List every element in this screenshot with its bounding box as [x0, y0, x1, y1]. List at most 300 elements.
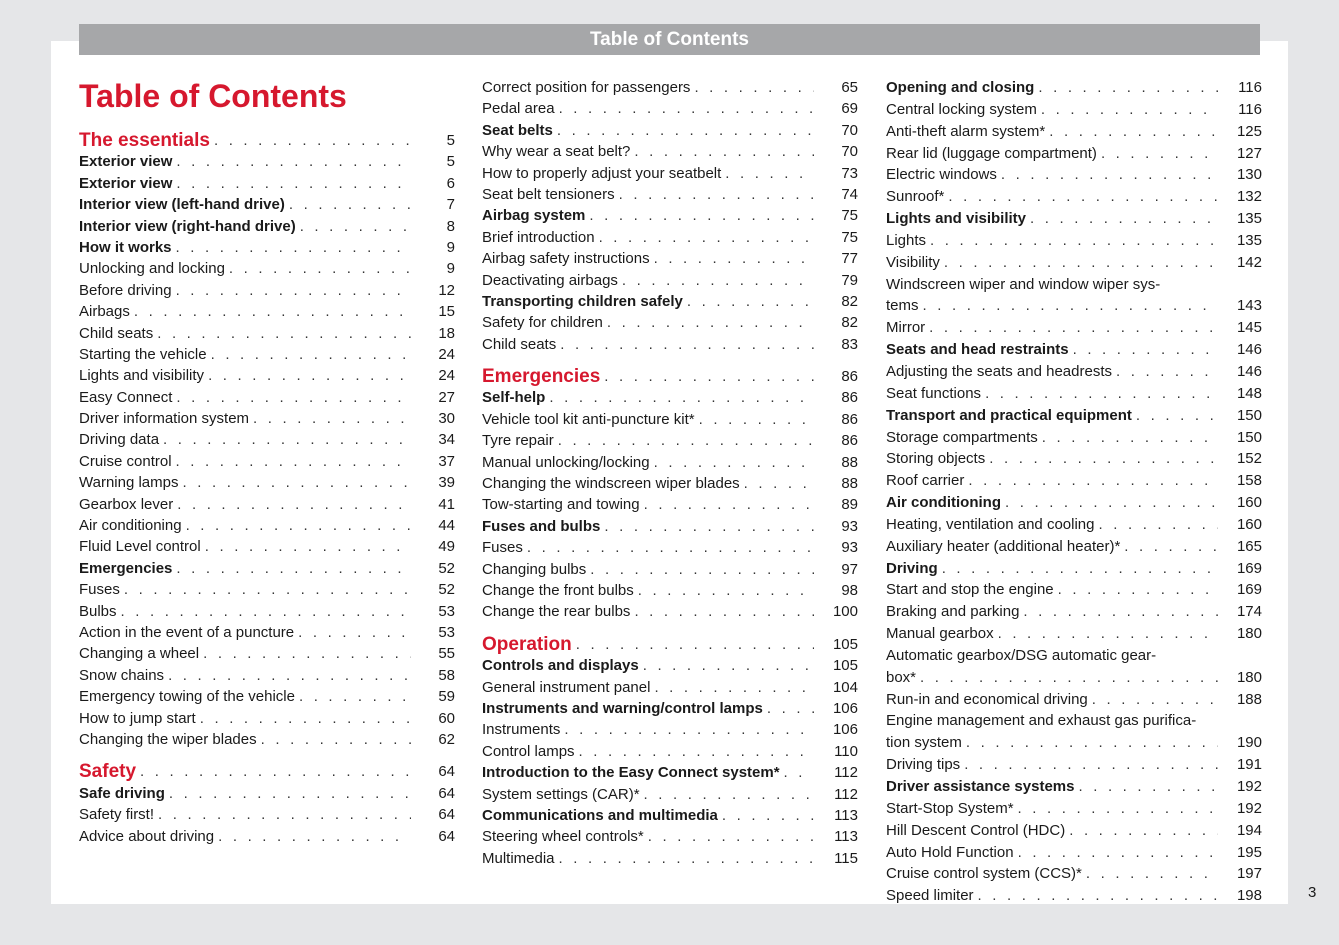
toc-page-number: 27: [438, 388, 455, 406]
toc-entry[interactable]: [482, 516, 858, 537]
toc-page-number: 116: [1238, 79, 1262, 96]
dot-leader: [289, 194, 411, 215]
toc-page-number: 82: [841, 292, 858, 310]
toc-page-number: 86: [841, 410, 858, 428]
toc-page-number: 146: [1236, 341, 1262, 359]
dot-leader: [300, 216, 411, 237]
toc-entry[interactable]: [886, 427, 1262, 449]
dot-leader: [948, 186, 1218, 208]
dot-leader: [261, 729, 411, 750]
dot-leader: [564, 719, 814, 740]
toc-entry-title: Changing a wheel: [79, 645, 200, 663]
dot-leader: [1116, 361, 1218, 383]
toc-entry-title: Exterior view: [79, 153, 173, 171]
toc-page-number: 145: [1236, 319, 1262, 337]
toc-section-heading[interactable]: [482, 634, 858, 655]
toc-entry[interactable]: [886, 448, 1262, 470]
toc-entry-title: Driver information system: [79, 410, 250, 428]
toc-entry[interactable]: [79, 323, 455, 344]
dot-leader: [784, 762, 814, 783]
toc-entry-title: Braking and parking: [886, 603, 1020, 621]
toc-section-heading[interactable]: [79, 130, 455, 151]
toc-entry[interactable]: [79, 237, 455, 258]
toc-entry[interactable]: [886, 820, 1262, 842]
toc-page-number: 64: [438, 763, 455, 781]
dot-leader: [1023, 601, 1218, 623]
toc-entry-title: Fuses: [79, 581, 120, 599]
toc-entry-title: Airbag system: [482, 207, 586, 225]
toc-entry[interactable]: [79, 387, 455, 408]
toc-page-number: 5: [446, 153, 455, 171]
toc-entry[interactable]: [79, 515, 455, 536]
toc-page-number: 62: [438, 730, 455, 748]
toc-entry[interactable]: [886, 667, 1262, 689]
toc-entry-title: Transport and practical equipment: [886, 406, 1132, 424]
toc-entry-title: Seat belts: [482, 121, 553, 139]
dot-leader: [140, 761, 411, 782]
dot-leader: [176, 451, 411, 472]
dot-leader: [725, 163, 814, 184]
toc-entry-title: Instruments: [482, 721, 561, 739]
dot-leader: [985, 383, 1218, 405]
toc-entry-title: Changing the windscreen wiper blades: [482, 475, 740, 493]
toc-page-number: 197: [1236, 865, 1262, 883]
toc-entry-title: Seat functions: [886, 384, 982, 402]
toc-entry-title: Lights and visibility: [79, 367, 205, 385]
dot-leader: [654, 452, 814, 473]
toc-entry[interactable]: [79, 579, 455, 600]
toc-entry-title: Auto Hold Function: [886, 843, 1014, 861]
toc-entry[interactable]: [79, 429, 455, 450]
dot-leader: [527, 537, 814, 558]
toc-entry[interactable]: [886, 252, 1262, 274]
toc-entry[interactable]: [482, 409, 858, 430]
dot-leader: [182, 472, 411, 493]
toc-entry[interactable]: [886, 732, 1262, 754]
toc-page-number: 9: [446, 260, 455, 278]
toc-entry[interactable]: [482, 473, 858, 494]
toc-entry-title: Seat belt tensioners: [482, 185, 615, 203]
toc-entry[interactable]: [886, 514, 1262, 536]
toc-entry[interactable]: [886, 579, 1262, 601]
toc-entry-title: Deactivating airbags: [482, 271, 618, 289]
toc-page-number: 130: [1236, 166, 1262, 184]
toc-entry[interactable]: [886, 405, 1262, 427]
toc-entry-title: Interior view (left-hand drive): [79, 196, 285, 214]
toc-entry-title: Central locking system: [886, 100, 1037, 118]
toc-entry[interactable]: [482, 98, 858, 119]
toc-page-number: 9: [446, 238, 455, 256]
toc-entry-title: Changing bulbs: [482, 560, 587, 578]
dot-leader: [1038, 77, 1218, 99]
toc-page-number: 53: [438, 623, 455, 641]
toc-column-3: [886, 77, 1262, 907]
toc-entry[interactable]: [79, 804, 455, 825]
toc-page-number: 105: [832, 657, 858, 675]
dot-leader: [968, 470, 1218, 492]
dot-leader: [163, 429, 411, 450]
dot-leader: [158, 804, 411, 825]
toc-entry-title: Self-help: [482, 389, 546, 407]
toc-page-number: 24: [438, 345, 455, 363]
toc-entry[interactable]: [886, 536, 1262, 558]
toc-page-number: 86: [841, 432, 858, 450]
toc-entry[interactable]: [482, 452, 858, 473]
toc-entry[interactable]: [79, 451, 455, 472]
dot-leader: [559, 98, 814, 119]
toc-page-number: 150: [1236, 428, 1262, 446]
toc-entry[interactable]: [79, 194, 455, 215]
toc-page-number: 52: [438, 559, 455, 577]
toc-page-number: 188: [1236, 690, 1262, 708]
toc-entry[interactable]: [79, 643, 455, 664]
toc-section-heading[interactable]: [482, 366, 858, 387]
toc-entry[interactable]: [886, 754, 1262, 776]
toc-entry-text-line: Engine management and exhaust gas purifica-: [886, 712, 1197, 730]
toc-page-number: 37: [438, 452, 455, 470]
toc-entry[interactable]: [482, 677, 858, 698]
toc-entry[interactable]: [79, 708, 455, 729]
dot-leader: [1124, 536, 1218, 558]
toc-entry[interactable]: [886, 186, 1262, 208]
toc-entry[interactable]: [482, 77, 858, 98]
toc-entry[interactable]: [482, 655, 858, 676]
toc-page-number: 100: [832, 603, 858, 621]
dot-leader: [644, 494, 814, 515]
dot-leader: [604, 366, 814, 387]
toc-entry[interactable]: [482, 227, 858, 248]
toc-page-number: 165: [1236, 537, 1262, 555]
toc-entry[interactable]: [79, 686, 455, 707]
toc-entry-title: Run-in and economical driving: [886, 690, 1088, 708]
toc-page-number: 88: [841, 475, 858, 493]
toc-entry[interactable]: [482, 559, 858, 580]
toc-entry[interactable]: [886, 492, 1262, 514]
toc-entry[interactable]: [482, 698, 858, 719]
dot-leader: [1069, 820, 1218, 842]
toc-entry[interactable]: [79, 783, 455, 804]
toc-page-number: 127: [1236, 144, 1262, 162]
toc-page-number: 64: [438, 806, 455, 824]
toc-entry-title: Manual unlocking/locking: [482, 453, 650, 471]
toc-entry[interactable]: [482, 741, 858, 762]
toc-entry[interactable]: [886, 798, 1262, 820]
toc-entry[interactable]: [886, 885, 1262, 907]
toc-entry-title: How to jump start: [79, 709, 196, 727]
toc-entry[interactable]: [79, 601, 455, 622]
toc-entry[interactable]: [886, 208, 1262, 230]
dot-leader: [648, 826, 814, 847]
dot-leader: [229, 258, 411, 279]
dot-leader: [930, 230, 1218, 252]
toc-entry-title: Starting the vehicle: [79, 345, 207, 363]
toc-entry-title: Correct position for passengers: [482, 79, 691, 96]
toc-page-number: 53: [438, 602, 455, 620]
dot-leader: [744, 473, 814, 494]
toc-page-number: 113: [834, 828, 858, 846]
dot-leader: [1042, 427, 1218, 449]
toc-page-number: 6: [446, 174, 455, 192]
dot-leader: [1005, 492, 1218, 514]
toc-entry[interactable]: [79, 665, 455, 686]
toc-entry-title: How it works: [79, 238, 172, 256]
toc-entry[interactable]: [482, 826, 858, 847]
toc-page-number: 112: [834, 785, 858, 803]
toc-entry[interactable]: [886, 99, 1262, 121]
toc-entry[interactable]: [886, 317, 1262, 339]
toc-entry-title: Exterior view: [79, 174, 173, 192]
toc-entry[interactable]: [482, 601, 858, 622]
dot-leader: [560, 334, 814, 355]
toc-entry-title: Fuses and bulbs: [482, 517, 601, 535]
dot-leader: [654, 677, 814, 698]
dot-leader: [1073, 339, 1218, 361]
toc-entry[interactable]: [886, 623, 1262, 645]
toc-page-number: 104: [832, 678, 858, 696]
toc-entry[interactable]: [886, 689, 1262, 711]
toc-page-number: 106: [832, 699, 858, 717]
toc-page-number: 82: [841, 314, 858, 332]
toc-page-number: 190: [1236, 734, 1262, 752]
toc-entry[interactable]: [482, 334, 858, 355]
toc-page-number: 192: [1236, 799, 1262, 817]
toc-entry-title: Driving data: [79, 431, 160, 449]
toc-entry-title: Anti-theft alarm system*: [886, 122, 1046, 140]
toc-entry-title: Operation: [482, 633, 572, 655]
toc-entry-title: Change the front bulbs: [482, 581, 634, 599]
toc-page-number: 152: [1236, 450, 1262, 468]
dot-leader: [1092, 689, 1218, 711]
toc-entry[interactable]: [79, 826, 455, 847]
toc-entry[interactable]: [79, 301, 455, 322]
dot-leader: [1018, 798, 1218, 820]
toc-page-number: 44: [438, 517, 455, 535]
dot-leader: [203, 643, 411, 664]
toc-entry-title: Fluid Level control: [79, 538, 201, 556]
toc-entry-title: Tyre repair: [482, 432, 554, 450]
dot-leader: [253, 408, 411, 429]
toc-page-number: 148: [1236, 384, 1262, 402]
toc-entry-text-line: Windscreen wiper and window wiper sys-: [886, 275, 1161, 293]
toc-page-number: 8: [446, 217, 455, 235]
dot-leader: [966, 732, 1218, 754]
dot-leader: [176, 280, 411, 301]
toc-entry[interactable]: [482, 848, 858, 869]
toc-entry[interactable]: [482, 784, 858, 805]
dot-leader: [920, 667, 1218, 689]
toc-page-number: 143: [1236, 297, 1262, 315]
dot-leader: [694, 77, 814, 98]
toc-entry[interactable]: [482, 580, 858, 601]
toc-page-number: 115: [834, 849, 858, 867]
toc-entry[interactable]: [886, 863, 1262, 885]
toc-entry[interactable]: [482, 312, 858, 333]
toc-entry-title: Multimedia: [482, 849, 555, 867]
toc-page-number: 30: [438, 410, 455, 428]
dot-leader: [942, 558, 1218, 580]
toc-entry[interactable]: [482, 805, 858, 826]
toc-entry-title: Interior view (right-hand drive): [79, 217, 296, 235]
toc-entry-title: Lights: [886, 231, 927, 249]
page-title: Table of Contents: [79, 78, 347, 114]
toc-entry[interactable]: [886, 383, 1262, 405]
toc-entry-title: Brief introduction: [482, 228, 595, 246]
toc-page-number: 59: [438, 688, 455, 706]
dot-leader: [599, 227, 814, 248]
dot-leader: [1078, 776, 1218, 798]
toc-entry-title: How to properly adjust your seatbelt: [482, 164, 722, 182]
toc-page-number: 41: [438, 495, 455, 513]
toc-entry[interactable]: [482, 141, 858, 162]
toc-entry-title: Sunroof*: [886, 188, 945, 206]
toc-entry-title: System settings (CAR)*: [482, 785, 640, 803]
toc-page-number: 83: [841, 335, 858, 353]
toc-page-number: 97: [841, 560, 858, 578]
toc-entry[interactable]: [886, 230, 1262, 252]
toc-entry-title: Snow chains: [79, 666, 165, 684]
toc-page-number: 160: [1236, 515, 1262, 533]
toc-page-number: 77: [841, 250, 858, 268]
toc-page-number: 15: [438, 303, 455, 321]
toc-entry[interactable]: [79, 408, 455, 429]
toc-entry[interactable]: [79, 344, 455, 365]
page-number: 3: [1308, 884, 1317, 901]
toc-page-number: 5: [446, 132, 455, 149]
toc-entry[interactable]: [482, 270, 858, 291]
toc-page-number: 110: [834, 742, 858, 760]
toc-page-number: 192: [1236, 778, 1262, 795]
toc-entry[interactable]: [886, 601, 1262, 623]
toc-page-number: 88: [841, 453, 858, 471]
toc-entry[interactable]: [79, 151, 455, 172]
toc-entry[interactable]: [79, 173, 455, 194]
dot-leader: [622, 270, 814, 291]
dot-leader: [929, 317, 1218, 339]
toc-entry-title: Safe driving: [79, 784, 165, 802]
toc-entry[interactable]: [482, 205, 858, 226]
toc-entry-title: Storing objects: [886, 450, 986, 468]
toc-page-number: 125: [1236, 122, 1262, 140]
toc-page-number: 70: [841, 143, 858, 161]
toc-entry[interactable]: [886, 339, 1262, 361]
toc-page-number: 98: [841, 581, 858, 599]
toc-entry[interactable]: [79, 472, 455, 493]
toc-entry[interactable]: [482, 120, 858, 141]
dot-leader: [176, 558, 411, 579]
toc-page-number: 198: [1236, 887, 1262, 905]
toc-entry[interactable]: [886, 776, 1262, 798]
toc-page-number: 60: [438, 709, 455, 727]
toc-page-number: 195: [1236, 843, 1262, 861]
dot-leader: [638, 580, 814, 601]
toc-entry[interactable]: [482, 719, 858, 740]
toc-entry-title: Seats and head restraints: [886, 341, 1069, 359]
toc-page-number: 194: [1236, 821, 1262, 839]
toc-entry[interactable]: [79, 622, 455, 643]
toc-entry[interactable]: [886, 361, 1262, 383]
toc-entry-title: Change the rear bulbs: [482, 603, 631, 621]
toc-entry[interactable]: [886, 295, 1262, 317]
toc-entry[interactable]: [79, 558, 455, 579]
toc-entry[interactable]: [886, 842, 1262, 864]
toc-entry-title: Air conditioning: [79, 517, 182, 535]
dot-leader: [1086, 863, 1218, 885]
toc-entry[interactable]: [886, 558, 1262, 580]
toc-page-number: 89: [841, 496, 858, 514]
toc-entry[interactable]: [482, 387, 858, 408]
toc-entry-title: Unlocking and locking: [79, 260, 225, 278]
toc-entry[interactable]: [482, 537, 858, 558]
toc-page-number: 12: [438, 281, 455, 299]
toc-entry-title: Rear lid (luggage compartment): [886, 144, 1097, 162]
toc-entry[interactable]: [79, 536, 455, 557]
dot-leader: [619, 184, 814, 205]
dot-leader: [134, 301, 411, 322]
toc-page-number: 73: [841, 164, 858, 182]
toc-entry[interactable]: [79, 258, 455, 279]
toc-page-number: 70: [841, 121, 858, 139]
toc-entry[interactable]: [482, 762, 858, 783]
toc-entry-title: Child seats: [482, 335, 557, 353]
toc-entry-title: Pedal area: [482, 100, 555, 118]
dot-leader: [1001, 164, 1218, 186]
dot-leader: [558, 430, 814, 451]
toc-entry[interactable]: [886, 77, 1262, 99]
toc-entry[interactable]: [79, 216, 455, 237]
toc-entry-title: Cruise control: [79, 452, 172, 470]
toc-entry-title: Driving tips: [886, 756, 961, 774]
toc-entry-title: Communications and multimedia: [482, 806, 718, 824]
toc-entry[interactable]: [79, 729, 455, 750]
toc-entry-title: Transporting children safely: [482, 292, 683, 310]
toc-entry-title: Safety: [79, 761, 137, 783]
toc-page-number: 86: [841, 368, 858, 386]
toc-page-number: 116: [1238, 100, 1262, 118]
dot-leader: [634, 601, 814, 622]
toc-entry-title: box*: [886, 668, 917, 686]
toc-page-number: 112: [834, 764, 858, 782]
toc-entry[interactable]: [482, 184, 858, 205]
toc-page-number: 93: [841, 539, 858, 557]
dot-leader: [923, 295, 1218, 317]
toc-entry[interactable]: [482, 248, 858, 269]
toc-entry[interactable]: [79, 365, 455, 386]
toc-page-number: 135: [1236, 231, 1262, 249]
toc-entry[interactable]: [482, 430, 858, 451]
toc-entry[interactable]: [886, 143, 1262, 165]
toc-entry[interactable]: [482, 163, 858, 184]
toc-entry[interactable]: [886, 121, 1262, 143]
toc-page-number: 132: [1236, 188, 1262, 206]
toc-column-2: [482, 77, 858, 869]
toc-entry-title: Steering wheel controls*: [482, 828, 644, 846]
toc-entry[interactable]: [79, 494, 455, 515]
toc-entry[interactable]: [482, 291, 858, 312]
toc-page-number: 146: [1236, 362, 1262, 380]
toc-entry[interactable]: [79, 280, 455, 301]
dot-leader: [998, 623, 1218, 645]
toc-entry[interactable]: [886, 164, 1262, 186]
toc-entry[interactable]: [482, 494, 858, 515]
toc-entry-title: Emergencies: [482, 366, 601, 388]
toc-page-number: 86: [841, 389, 858, 407]
toc-entry[interactable]: [886, 470, 1262, 492]
toc-page-number: 142: [1236, 253, 1262, 271]
dot-leader: [549, 387, 814, 408]
toc-section-heading[interactable]: [79, 761, 455, 782]
toc-page-number: 169: [1236, 559, 1262, 577]
dot-leader: [604, 516, 814, 537]
